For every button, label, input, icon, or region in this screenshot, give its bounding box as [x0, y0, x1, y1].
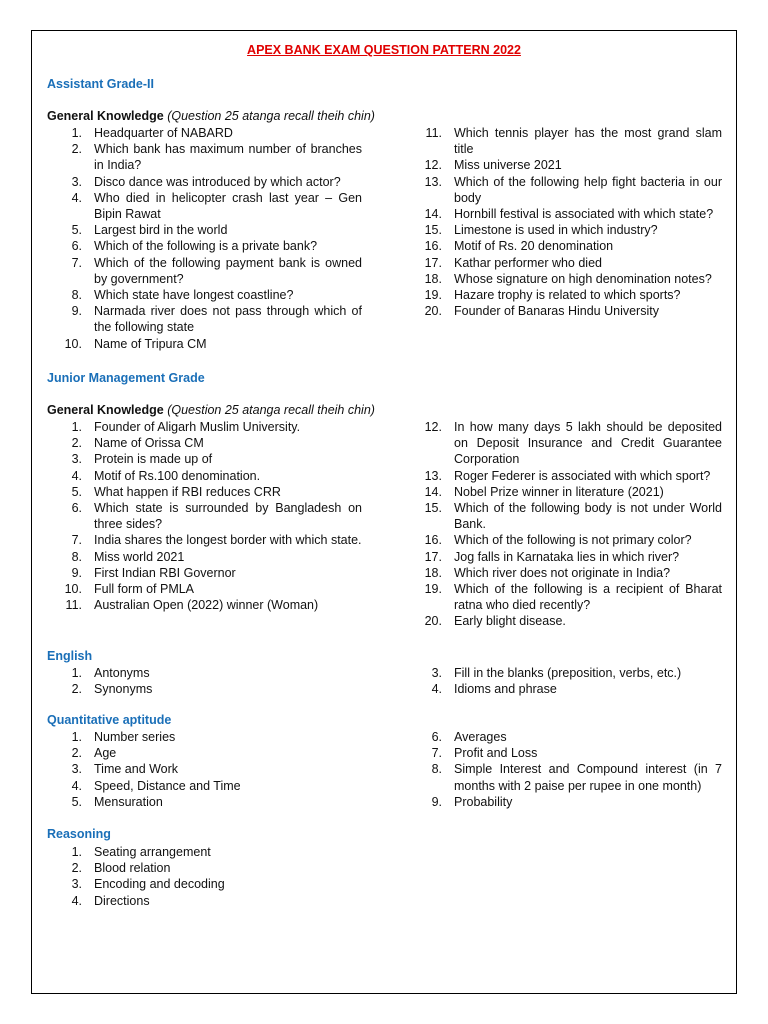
list-item [60, 255, 362, 287]
item-text: Fill in the blanks (preposition, verbs, etc.) [454, 666, 682, 680]
list-item [60, 745, 362, 761]
english-left-list [60, 665, 362, 697]
list-item [60, 303, 362, 335]
item-text: First Indian RBI Governor [94, 565, 236, 580]
item-text: What happen if RBI reduces CRR [94, 484, 281, 499]
assistant-left-list [60, 125, 362, 352]
item-text: Miss universe 2021 [454, 158, 562, 173]
item-number: 4. [71, 468, 82, 483]
item-number: 12. [424, 158, 442, 173]
item-number: 13. [424, 174, 442, 189]
list-item [60, 581, 362, 597]
list-item [60, 681, 362, 697]
item-text: Founder of Banaras Hindu University [454, 304, 659, 319]
list-item [60, 778, 362, 794]
list-item [60, 287, 362, 303]
item-text: In how many days 5 lakh should be deposited on Deposit Insurance and Credit Guarantee Corporation [454, 420, 722, 467]
item-text: Roger Federer is associated with which sport? [454, 468, 711, 483]
item-number: 20. [424, 304, 442, 319]
gk-note: (Question 25 atanga recall theih chin) [167, 109, 375, 123]
item-number: 3. [71, 877, 82, 892]
junior-right-list [420, 419, 722, 630]
list-item [60, 125, 362, 141]
list-item [60, 729, 362, 745]
list-item [420, 206, 722, 222]
list-item [420, 729, 722, 745]
list-item [420, 174, 722, 206]
item-text: Probability [454, 794, 513, 809]
list-item [420, 581, 722, 613]
item-number: 18. [424, 271, 442, 286]
list-item [60, 549, 362, 565]
item-number: 2. [71, 436, 82, 451]
item-number: 20. [424, 614, 442, 629]
list-item [60, 794, 362, 810]
list-item [420, 549, 722, 565]
item-number: 6. [71, 239, 82, 254]
item-number: 8. [71, 549, 82, 564]
item-number: 4. [71, 190, 82, 205]
list-item [60, 435, 362, 451]
item-number: 19. [424, 582, 442, 597]
gk-note: (Question 25 atanga recall theih chin) [167, 403, 375, 417]
list-item [60, 893, 362, 909]
list-item [420, 500, 722, 532]
list-item [60, 468, 362, 484]
item-text: Synonyms [94, 682, 153, 697]
item-number: 3. [431, 666, 442, 680]
item-text: Which of the following is a private bank? [94, 239, 318, 254]
section-heading-quant: Quantitative aptitude [47, 713, 172, 727]
item-text: Antonyms [94, 666, 150, 680]
item-text: Motif of Rs. 20 denomination [454, 239, 614, 254]
list-item [60, 565, 362, 581]
list-item [60, 336, 362, 352]
item-number: 11. [425, 126, 442, 140]
item-text: India shares the longest border with which state. [94, 533, 362, 548]
item-text: Largest bird in the world [94, 223, 228, 238]
list-item [420, 745, 722, 761]
item-text: Which of the following is a recipient of Bharat ratna who died recently? [454, 582, 722, 613]
item-number: 15. [424, 501, 442, 516]
list-item [60, 141, 362, 173]
list-item [420, 419, 722, 468]
item-number: 16. [424, 239, 442, 254]
item-number: 1. [71, 666, 82, 680]
list-item [420, 565, 722, 581]
gk-label: General Knowledge [47, 403, 164, 417]
item-text: Full form of PMLA [94, 582, 195, 597]
item-number: 5. [71, 484, 82, 499]
list-item [60, 419, 362, 435]
english-right-list [420, 665, 722, 697]
quant-left-list [60, 729, 362, 810]
reasoning-left-list [60, 844, 362, 909]
item-text: Disco dance was introduced by which actor? [94, 174, 341, 189]
list-item [60, 844, 362, 860]
list-item [420, 761, 722, 793]
item-number: 9. [431, 794, 442, 809]
item-text: Nobel Prize winner in literature (2021) [454, 484, 664, 499]
list-item [60, 761, 362, 777]
list-item [420, 287, 722, 303]
list-item [60, 484, 362, 500]
item-number: 15. [424, 223, 442, 238]
item-number: 2. [71, 142, 82, 157]
item-number: 5. [71, 223, 82, 238]
item-number: 2. [71, 746, 82, 761]
item-text: Which of the following body is not under World Bank. [454, 501, 722, 532]
item-number: 18. [424, 565, 442, 580]
item-number: 8. [431, 762, 442, 777]
list-item [420, 468, 722, 484]
item-text: Number series [94, 730, 176, 744]
item-number: 14. [424, 484, 442, 499]
list-item [60, 190, 362, 222]
section-heading-junior: Junior Management Grade [47, 371, 205, 385]
item-text: Hornbill festival is associated with which state? [454, 207, 714, 222]
list-item [60, 238, 362, 254]
item-number: 5. [71, 794, 82, 809]
item-number: 7. [71, 255, 82, 270]
list-item [60, 500, 362, 532]
list-item [420, 303, 722, 319]
item-text: Miss world 2021 [94, 549, 185, 564]
item-number: 3. [71, 174, 82, 189]
item-number: 4. [71, 778, 82, 793]
item-number: 13. [424, 468, 442, 483]
list-item [420, 794, 722, 810]
item-number: 6. [431, 730, 442, 744]
item-number: 7. [71, 533, 82, 548]
item-number: 17. [424, 255, 442, 270]
item-text: Headquarter of NABARD [94, 126, 233, 140]
list-item [420, 222, 722, 238]
item-text: Simple Interest and Compound interest (in 7 months with 2 paise per rupee in one month) [454, 762, 722, 793]
list-item [420, 613, 722, 629]
item-text: Narmada river does not pass through which of the following state [94, 304, 362, 335]
item-text: Which of the following help fight bacteria in our body [454, 174, 722, 205]
item-text: Averages [454, 730, 507, 744]
list-item [420, 532, 722, 548]
item-number: 1. [71, 730, 82, 744]
item-text: Speed, Distance and Time [94, 778, 241, 793]
item-text: Hazare trophy is related to which sports? [454, 288, 681, 303]
item-text: Which state have longest coastline? [94, 288, 294, 303]
item-number: 19. [424, 288, 442, 303]
item-text: Idioms and phrase [454, 682, 557, 697]
section-heading-english: English [47, 649, 93, 663]
item-text: Founder of Aligarh Muslim University. [94, 420, 301, 434]
item-number: 7. [431, 746, 442, 761]
item-number: 11. [65, 598, 82, 613]
item-text: Age [94, 746, 117, 761]
item-text: Which of the following is not primary color? [454, 533, 692, 548]
item-number: 17. [424, 549, 442, 564]
item-number: 14. [424, 207, 442, 222]
list-item [60, 532, 362, 548]
item-text: Kathar performer who died [454, 255, 602, 270]
item-text: Encoding and decoding [94, 877, 225, 892]
section-heading-reasoning: Reasoning [47, 827, 111, 841]
list-item [420, 665, 722, 681]
item-number: 4. [71, 893, 82, 908]
item-text: Name of Tripura CM [94, 336, 207, 351]
list-item [60, 876, 362, 892]
item-text: Time and Work [94, 762, 179, 777]
item-text: Name of Orissa CM [94, 436, 204, 451]
list-item [420, 255, 722, 271]
list-item [60, 860, 362, 876]
item-text: Seating arrangement [94, 845, 211, 859]
item-text: Motif of Rs.100 denomination. [94, 468, 261, 483]
item-text: Whose signature on high denomination notes? [454, 271, 712, 286]
item-number: 9. [71, 565, 82, 580]
item-text: Which of the following payment bank is owned by government? [94, 255, 362, 286]
item-text: Directions [94, 893, 150, 908]
section-heading-assistant: Assistant Grade-II [47, 77, 154, 91]
item-number: 3. [71, 452, 82, 467]
item-number: 2. [71, 861, 82, 876]
list-item [420, 271, 722, 287]
gk-subheading-junior [47, 403, 375, 417]
junior-left-list [60, 419, 362, 613]
item-number: 3. [71, 762, 82, 777]
item-number: 6. [71, 501, 82, 516]
item-text: Profit and Loss [454, 746, 538, 761]
item-number: 1. [71, 126, 82, 140]
list-item [60, 451, 362, 467]
item-text: Jog falls in Karnataka lies in which river? [454, 549, 680, 564]
item-number: 9. [71, 304, 82, 319]
list-item [420, 484, 722, 500]
item-text: Mensuration [94, 794, 163, 809]
item-text: Limestone is used in which industry? [454, 223, 658, 238]
item-text: Which bank has maximum number of branches in India? [94, 142, 362, 173]
item-text: Which state is surrounded by Bangladesh on three sides? [94, 501, 362, 532]
item-number: 8. [71, 288, 82, 303]
item-number: 10. [64, 336, 82, 351]
gk-subheading-assistant [47, 109, 375, 123]
item-text: Which river does not originate in India? [454, 565, 671, 580]
assistant-right-list [420, 125, 722, 319]
item-text: Australian Open (2022) winner (Woman) [94, 598, 319, 613]
list-item [60, 222, 362, 238]
item-number: 12. [424, 420, 442, 434]
item-number: 10. [64, 582, 82, 597]
page-title: APEX BANK EXAM QUESTION PATTERN 2022 [247, 43, 521, 57]
list-item [60, 174, 362, 190]
item-number: 2. [71, 682, 82, 697]
quant-right-list [420, 729, 722, 810]
list-item [60, 665, 362, 681]
list-item [420, 157, 722, 173]
list-item [420, 681, 722, 697]
list-item [420, 125, 722, 157]
gk-label: General Knowledge [47, 109, 164, 123]
item-number: 1. [71, 845, 82, 859]
item-number: 16. [424, 533, 442, 548]
item-text: Early blight disease. [454, 614, 566, 629]
item-text: Which tennis player has the most grand slam title [454, 126, 722, 157]
item-number: 4. [431, 682, 442, 697]
item-text: Who died in helicopter crash last year – Gen Bipin Rawat [94, 190, 362, 222]
item-text: Blood relation [94, 861, 171, 876]
item-text: Protein is made up of [94, 452, 213, 467]
item-number: 1. [71, 420, 82, 434]
list-item [60, 597, 362, 613]
list-item [420, 238, 722, 254]
